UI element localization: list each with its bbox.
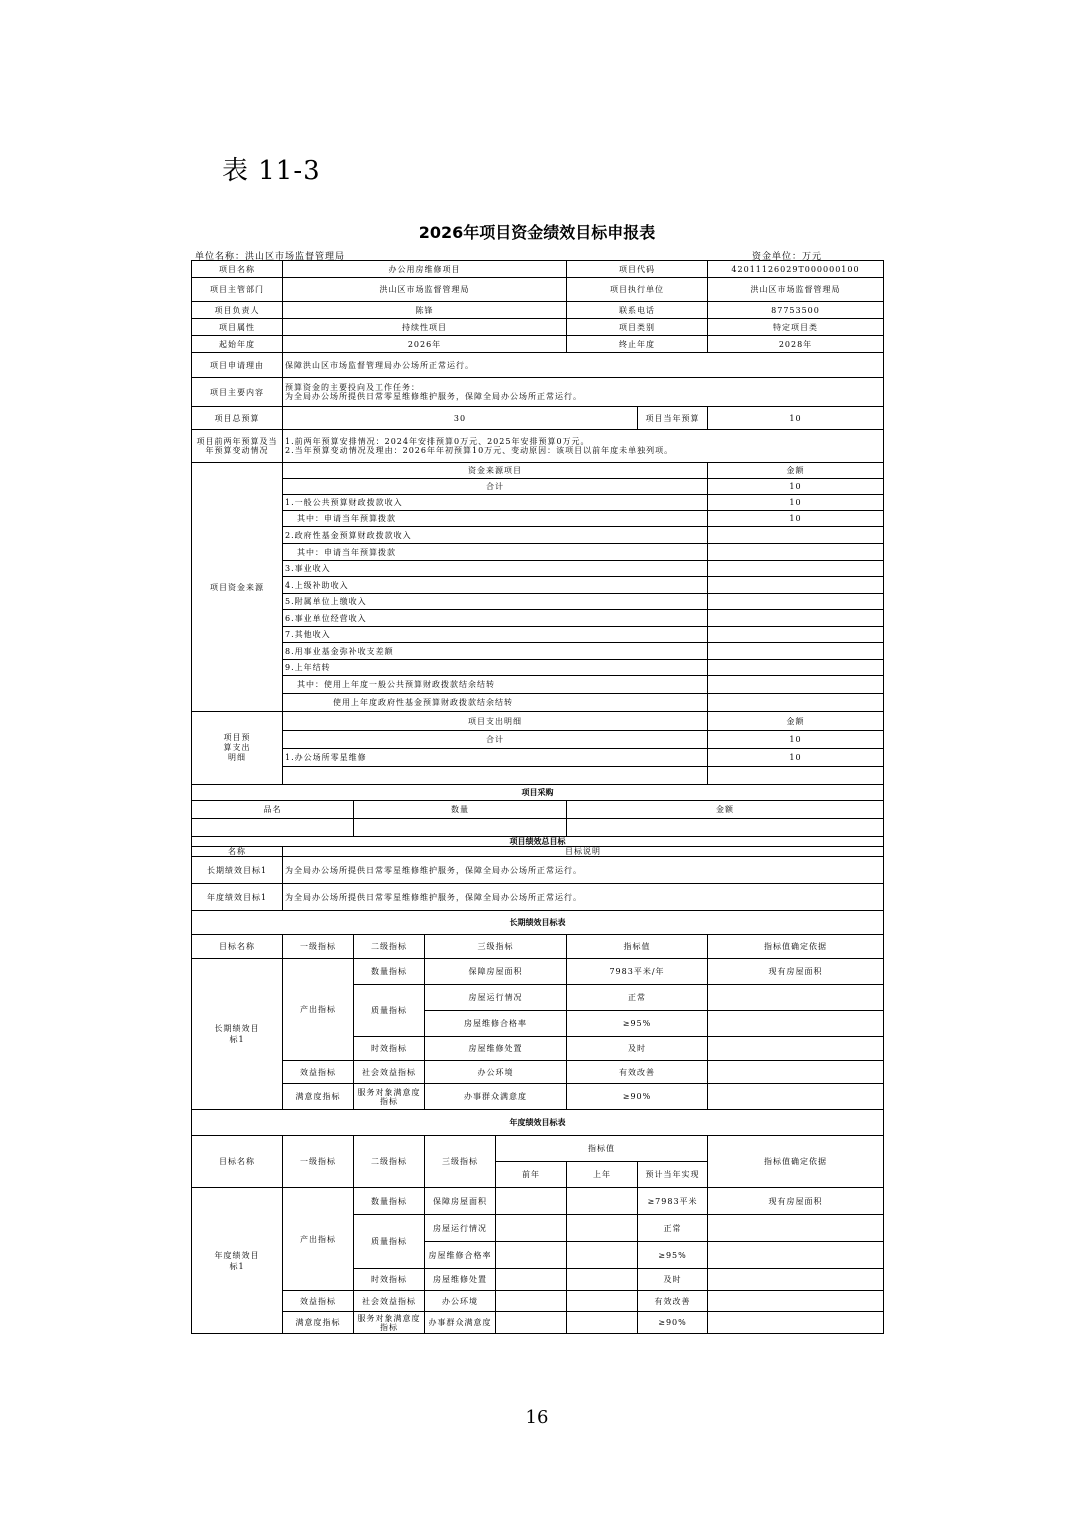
fund-row-amount: 10 [708,511,884,527]
long-goal-label: 长期绩效目标1 [192,857,283,884]
year-l1: 效益指标 [283,1291,354,1312]
expense-row-name [283,767,708,785]
procurement-cell [567,819,884,837]
expense-detail-label-text: 项目预算支出明细 [223,733,251,762]
year-l3: 房屋维修合格率 [425,1242,496,1269]
category: 特定项目类 [708,319,884,336]
long-value: 有效改善 [567,1061,708,1084]
overall-col-desc: 目标说明 [283,847,884,857]
fund-row-name: 4.上级补助收入 [283,577,708,594]
fund-row-amount [708,561,884,577]
long-l3: 房屋维修合格率 [425,1011,567,1037]
phone: 87753500 [708,302,884,319]
fund-row-name: 其中：使用上年度一般公共预算财政拨款结余结转 [283,676,708,694]
current-budget: 10 [708,407,884,430]
budget-change [283,430,884,463]
year-l1: 产出指标 [283,1188,354,1291]
content-label: 项目主要内容 [192,378,283,407]
fund-source-label: 项目资金来源 [192,463,283,712]
owner-label: 项目负责人 [192,302,283,319]
long-l3: 房屋运行情况 [425,985,567,1011]
year-basis [708,1291,884,1312]
long-basis [708,1011,884,1037]
expense-row-amount: 10 [708,749,884,767]
year-goal-label: 年度绩效目标1 [192,884,283,911]
long-value: 7983平米/年 [567,959,708,985]
dept: 洪山区市场监督管理局 [283,278,567,302]
expense-col-item: 项目支出明细 [283,712,708,731]
year-l3: 房屋运行情况 [425,1215,496,1242]
long-header-l2: 二级指标 [354,935,425,959]
long-l2: 数量指标 [354,959,425,985]
long-value: ≥95% [567,1011,708,1037]
category-label: 项目类别 [567,319,708,336]
overall-col-name: 名称 [192,847,283,857]
year-prev1 [567,1269,638,1291]
year-basis [708,1215,884,1242]
budget-change-line-2: 2.当年预算变动情况及理由：2026年年初预算10万元、变动原因：该项目以前年度未单独列项。 [285,446,674,455]
year-goal-desc: 为全局办公场所提供日常零星维修维护服务，保障全局办公场所正常运行。 [283,884,884,911]
phone-label: 联系电话 [567,302,708,319]
year-current: 正常 [638,1215,708,1242]
long-header-l1: 一级指标 [283,935,354,959]
long-basis [708,985,884,1011]
year-l2: 社会效益指标 [354,1291,425,1312]
start-year: 2026年 [283,336,567,353]
long-header-basis: 指标值确定依据 [708,935,884,959]
fund-row-name: 7.其他收入 [283,627,708,643]
fund-col-item: 资金来源项目 [283,463,708,479]
long-basis [708,1037,884,1061]
long-goal-name-text: 长期绩效目标1 [214,1024,260,1044]
end-year: 2028年 [708,336,884,353]
long-value: 正常 [567,985,708,1011]
fund-row-name: 其中：申请当年预算拨款 [283,511,708,527]
fund-row-amount [708,527,884,544]
long-l2: 社会效益指标 [354,1061,425,1084]
page-title: 2026年项目资金绩效目标申报表 [418,223,656,242]
year-sub-prev2: 前年 [496,1162,567,1188]
year-basis [708,1269,884,1291]
end-year-label: 终止年度 [567,336,708,353]
project-name-label: 项目名称 [192,261,283,278]
expense-row-name: 合计 [283,731,708,749]
project-code: 42011126029T000000100 [708,261,884,278]
reason: 保障洪山区市场监督管理局办公场所正常运行。 [283,353,884,378]
attr-label: 项目属性 [192,319,283,336]
year-sub-current: 预计当年实现 [638,1162,708,1188]
procurement-cell [354,819,567,837]
budget-change-label: 项目前两年预算及当年预算变动情况 [192,430,283,463]
year-prev2 [496,1269,567,1291]
long-l2: 质量指标 [354,985,425,1037]
year-header-value: 指标值 [496,1136,708,1162]
year-prev1 [567,1291,638,1312]
year-header-basis: 指标值确定依据 [708,1136,884,1188]
year-prev2 [496,1188,567,1215]
fund-row-name: 3.事业收入 [283,561,708,577]
procurement-title: 项目采购 [192,785,884,801]
fund-row-amount: 10 [708,479,884,495]
long-basis [708,1084,884,1110]
year-goal-name [192,1188,283,1334]
fund-row-name: 其中：申请当年预算拨款 [283,544,708,561]
year-l1: 满意度指标 [283,1312,354,1334]
long-value: ≥90% [567,1084,708,1110]
procurement-col-name: 品名 [192,801,354,819]
year-current: 有效改善 [638,1291,708,1312]
total-budget: 30 [283,407,638,430]
attr: 持续性项目 [283,319,567,336]
procurement-col-qty: 数量 [354,801,567,819]
year-sub-prev1: 上年 [567,1162,638,1188]
expense-row-amount: 10 [708,731,884,749]
year-l3: 办事群众满意度 [425,1312,496,1334]
expense-detail-label [192,712,283,785]
long-table-title: 长期绩效目标表 [192,911,884,935]
owner: 陈锋 [283,302,567,319]
year-prev2 [496,1312,567,1334]
year-prev1 [567,1242,638,1269]
start-year-label: 起始年度 [192,336,283,353]
exec-unit-label: 项目执行单位 [567,278,708,302]
year-basis: 现有房屋面积 [708,1188,884,1215]
long-basis [708,1061,884,1084]
fund-row-name: 使用上年度政府性基金预算财政拨款结余结转 [283,694,708,712]
fund-row-name: 9.上年结转 [283,660,708,676]
fund-row-amount [708,594,884,610]
long-l2: 服务对象满意度指标 [354,1084,425,1110]
long-l3: 房屋维修处置 [425,1037,567,1061]
content [283,378,884,407]
fund-row-amount [708,610,884,627]
long-l3: 办公环境 [425,1061,567,1084]
long-value: 及时 [567,1037,708,1061]
year-l3: 保障房屋面积 [425,1188,496,1215]
long-goal-name [192,959,283,1110]
year-prev1 [567,1312,638,1334]
year-table-title: 年度绩效目标表 [192,1110,884,1136]
overall-goal-title: 项目绩效总目标 [192,837,884,847]
reason-label: 项目申请理由 [192,353,283,378]
long-header-l3: 三级指标 [425,935,567,959]
total-budget-label: 项目总预算 [192,407,283,430]
project-name: 办公用房维修项目 [283,261,567,278]
year-current: ≥90% [638,1312,708,1334]
procurement-cell [192,819,354,837]
fund-col-amount: 金额 [708,463,884,479]
long-l1: 满意度指标 [283,1084,354,1110]
year-basis [708,1242,884,1269]
long-basis: 现有房屋面积 [708,959,884,985]
expense-row-name: 1.办公场所零星维修 [283,749,708,767]
year-current: ≥95% [638,1242,708,1269]
year-header-l3: 三级指标 [425,1136,496,1188]
year-header-l2: 二级指标 [354,1136,425,1188]
year-prev2 [496,1242,567,1269]
performance-target-table [191,260,884,1334]
long-header-value: 指标值 [567,935,708,959]
fund-row-amount [708,694,884,712]
long-l3: 办事群众满意度 [425,1084,567,1110]
fund-row-amount [708,544,884,561]
year-l2: 时效指标 [354,1269,425,1291]
long-header-goal: 目标名称 [192,935,283,959]
year-prev2 [496,1291,567,1312]
long-l1: 效益指标 [283,1061,354,1084]
long-goal-desc: 为全局办公场所提供日常零星维修维护服务，保障全局办公场所正常运行。 [283,857,884,884]
fund-row-name: 5.附属单位上缴收入 [283,594,708,610]
money-unit: 资金单位：万元 [752,252,823,262]
expense-col-amount: 金额 [708,712,884,731]
year-current: ≥7983平米 [638,1188,708,1215]
content-line-2: 为全局办公场所提供日常零星维修维护服务，保障全局办公场所正常运行。 [285,392,582,401]
page-number: 16 [525,1407,549,1428]
year-l2: 服务对象满意度指标 [354,1312,425,1334]
fund-row-amount [708,627,884,643]
year-l2: 质量指标 [354,1215,425,1269]
year-prev1 [567,1188,638,1215]
fund-row-amount [708,660,884,676]
fund-row-amount: 10 [708,495,884,511]
fund-row-name: 8.用事业基金弥补收支差额 [283,643,708,660]
exec-unit: 洪山区市场监督管理局 [708,278,884,302]
year-goal-name-text: 年度绩效目标1 [214,1250,260,1271]
long-l2: 时效指标 [354,1037,425,1061]
year-l3: 房屋维修处置 [425,1269,496,1291]
year-current: 及时 [638,1269,708,1291]
dept-label: 项目主管部门 [192,278,283,302]
year-prev2 [496,1215,567,1242]
fund-row-name: 6.事业单位经营收入 [283,610,708,627]
fund-row-amount [708,577,884,594]
long-l3: 保障房屋面积 [425,959,567,985]
year-header-goal: 目标名称 [192,1136,283,1188]
expense-row-amount [708,767,884,785]
fund-row-name: 合计 [283,479,708,495]
year-prev1 [567,1215,638,1242]
unit-name: 单位名称：洪山区市场监督管理局 [195,252,346,262]
content-line-1: 预算资金的主要投向及工作任务： [285,383,420,392]
year-header-l1: 一级指标 [283,1136,354,1188]
fund-row-amount [708,676,884,694]
fund-row-name: 1.一般公共预算财政拨款收入 [283,495,708,511]
table-number-label: 表 11-3 [222,156,321,186]
long-l1: 产出指标 [283,959,354,1061]
project-code-label: 项目代码 [567,261,708,278]
fund-row-name: 2.政府性基金预算财政拨款收入 [283,527,708,544]
budget-change-line-1: 1.前两年预算安排情况：2024年安排预算0万元、2025年安排预算0万元。 [285,437,590,446]
current-budget-label: 项目当年预算 [638,407,708,430]
procurement-col-amount: 金额 [567,801,884,819]
fund-row-amount [708,643,884,660]
year-basis [708,1312,884,1334]
year-l3: 办公环境 [425,1291,496,1312]
year-l2: 数量指标 [354,1188,425,1215]
